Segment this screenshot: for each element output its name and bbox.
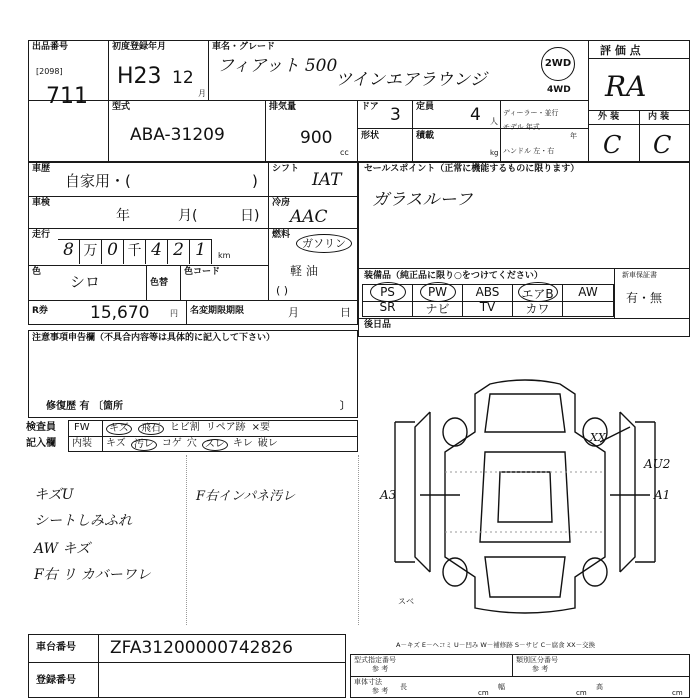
damage-a1: A1: [654, 488, 671, 502]
mileage-label: 走行: [32, 230, 51, 240]
dims-label: 車体寸法: [354, 678, 382, 686]
int-item: スレ: [202, 439, 228, 451]
equipment-item: [563, 300, 613, 316]
inspector-label: 検査員: [26, 422, 56, 433]
drive-4wd: 4WD: [547, 85, 571, 95]
color-change-label: 色替: [150, 278, 169, 288]
dealer-label: ディーラー・並行: [503, 109, 559, 117]
lot-label: 出品番号: [32, 42, 69, 52]
handnote-right: F右インパネ汚レ: [196, 489, 296, 504]
damage-hebi: スベ: [398, 597, 414, 606]
grade-value: RA: [605, 70, 647, 103]
grade-label: 評 価 点: [600, 44, 641, 57]
color-label: 色: [32, 267, 42, 277]
fw-item: 飛石: [138, 423, 164, 435]
mileage-digit: 8: [58, 240, 80, 264]
warranty-label: 新車保証書: [622, 271, 657, 279]
dims-height: 高: [596, 683, 603, 691]
warranty-value: 有・無: [626, 291, 663, 305]
fuel-gasoline: ガソリン: [296, 234, 352, 253]
equipment-item: カワ: [513, 300, 563, 316]
mileage-digit: 1: [190, 240, 212, 264]
shift-label: シフト: [272, 164, 300, 174]
load-label: 積載: [416, 131, 435, 141]
history-label: 車歴: [32, 164, 51, 174]
handnote: キズU: [34, 487, 74, 503]
color-code-label: 色コード: [184, 267, 221, 277]
reg-label: 登録番号: [36, 675, 76, 686]
fw-label: FW: [74, 422, 90, 433]
car-grade: ツインエアラウンジ: [335, 70, 487, 90]
car-name-label: 車名・グレード: [212, 42, 276, 52]
int-items: [106, 439, 278, 451]
notes-label: 注意事項申告欄（不具合内容等は具体的に記入して下さい）: [32, 333, 276, 343]
displacement-label: 排気量: [269, 102, 297, 112]
equipment-item: PS: [363, 285, 413, 301]
mileage-digits: [58, 239, 212, 264]
mileage-unit: km: [218, 251, 231, 260]
shift-value: IAT: [312, 170, 342, 190]
inspector-label-2: 記入欄: [26, 438, 56, 449]
equipment-item: ABS: [463, 285, 513, 301]
displacement-unit: cc: [340, 148, 349, 157]
equipment-item: SR: [363, 300, 413, 316]
handnote: シートしみふれ: [34, 513, 132, 529]
inspection-month: 月(: [178, 208, 198, 224]
model-year-label: モデル 年式: [503, 123, 540, 131]
type-label: 型式指定番号: [354, 656, 396, 664]
equipment-label: 装備品（純正品に限り○をつけてください）: [364, 271, 543, 281]
sales-point-value: ガラスルーフ: [372, 190, 473, 210]
dims-width: 幅: [498, 683, 505, 691]
damage-legend: A－キズ E－ヘコミ U－凹み W－補修跡 S－サビ C－腐食 XX－交換: [396, 641, 596, 649]
shape-label: 形状: [361, 131, 380, 141]
recycle-value: 15,670: [90, 303, 150, 323]
model-year-unit: 年: [570, 132, 577, 140]
mileage-digit: 万: [80, 240, 102, 264]
damage-a3: A3: [380, 488, 397, 502]
first-reg-label: 初度登録年月: [112, 42, 167, 52]
car-damage-diagram: [360, 372, 690, 622]
exterior-label: 外 装: [598, 112, 620, 122]
mileage-digit: 千: [124, 240, 146, 264]
aircon-value: AAC: [290, 207, 328, 227]
fw-item: ヒビ割: [169, 422, 200, 433]
model-value: ABA-31209: [130, 125, 225, 145]
doors-value: 3: [390, 105, 401, 125]
history-close: ): [252, 172, 258, 190]
inspection-label: 車検: [32, 198, 51, 208]
mileage-digit: 4: [146, 240, 168, 264]
fw-items: [106, 423, 270, 435]
dims-ref: 参 考: [372, 687, 389, 695]
aircon-label: 冷房: [272, 198, 291, 208]
repair-close: 〕: [340, 401, 350, 412]
exterior-grade: C: [603, 131, 622, 159]
drive-2wd: 2WD: [541, 47, 575, 81]
fw-item: リペア跡: [205, 422, 246, 433]
class-ref: 参 考: [532, 665, 549, 673]
handle-label: ハンドル 左・右: [503, 147, 555, 155]
circle-mark: [518, 282, 558, 302]
equipment-item: TV: [463, 300, 513, 316]
circle-mark: [370, 282, 406, 302]
dims-cm: cm: [478, 689, 489, 697]
lot-code: [2098]: [36, 67, 63, 76]
int-item: 穴: [186, 438, 197, 449]
first-reg-unit: 月: [198, 89, 206, 98]
fw-item: キズ: [106, 423, 132, 435]
int-item: キズ: [106, 438, 126, 449]
capacity-label: 定員: [416, 102, 435, 112]
interior-label: 内 装: [648, 112, 670, 122]
int-item: コゲ: [161, 438, 182, 449]
equipment-row2: [362, 300, 614, 317]
handnote: AW キズ: [34, 541, 91, 557]
car-name: フィアット 500: [217, 56, 338, 76]
recycle-label: R券: [32, 306, 48, 316]
dims-len: 長: [400, 683, 407, 691]
class-label: 類別区分番号: [516, 656, 558, 664]
first-reg-era: H23: [117, 64, 162, 89]
inspection-year: 年: [116, 208, 130, 224]
recycle-unit: 円: [170, 309, 178, 318]
expiry-day: 日: [340, 306, 351, 319]
expiry-month: 月: [288, 306, 299, 319]
fuel-other: ( ): [276, 284, 289, 297]
equipment-item: AW: [578, 285, 598, 299]
model-label: 型式: [112, 102, 131, 112]
circle-mark: [420, 282, 456, 302]
int-item: キレ: [232, 438, 253, 449]
int-item: 破レ: [257, 438, 278, 449]
dims-cm: cm: [576, 689, 587, 697]
capacity-value: 4: [470, 105, 481, 125]
equipment-item: ナビ: [413, 300, 463, 316]
fuel-label: 燃料: [272, 230, 291, 240]
equipment-item: エアB: [513, 285, 563, 301]
fuel-diesel: 軽 油: [290, 264, 318, 278]
sales-point-label: セールスポイント（正常に機能するものに限ります）: [364, 164, 580, 174]
chassis-value: ZFA31200000742826: [110, 638, 293, 658]
damage-xx: XX: [590, 431, 606, 444]
handnote: F右 リ カバーワレ: [34, 567, 151, 583]
inspection-day: 日): [240, 208, 260, 224]
color-value: シロ: [70, 273, 101, 291]
chassis-label: 車台番号: [36, 642, 76, 653]
doors-label: ドア: [361, 102, 379, 112]
repair-label: 修復歴 有 〔箇所: [46, 401, 123, 412]
mileage-digit: 0: [102, 240, 124, 264]
interior-grade: C: [653, 131, 672, 159]
capacity-unit: 人: [490, 117, 498, 126]
rear-seat-label: 後日品: [364, 320, 392, 330]
expiry-label: 名変期限期限: [190, 306, 245, 316]
first-reg-month: 12: [172, 68, 194, 88]
fw-item: ×要: [251, 422, 271, 433]
lot-number: 711: [46, 84, 88, 109]
type-ref: 参 考: [372, 665, 389, 673]
mileage-digit: 2: [168, 240, 190, 264]
damage-au2: AU2: [644, 457, 671, 471]
dims-cm: cm: [672, 689, 683, 697]
history-value: 自家用・(: [65, 172, 131, 190]
int-item: 汚レ: [131, 439, 157, 451]
load-unit: kg: [490, 149, 499, 157]
int-label: 内装: [72, 438, 92, 449]
displacement-value: 900: [300, 128, 333, 148]
equipment-item: PW: [413, 285, 463, 301]
